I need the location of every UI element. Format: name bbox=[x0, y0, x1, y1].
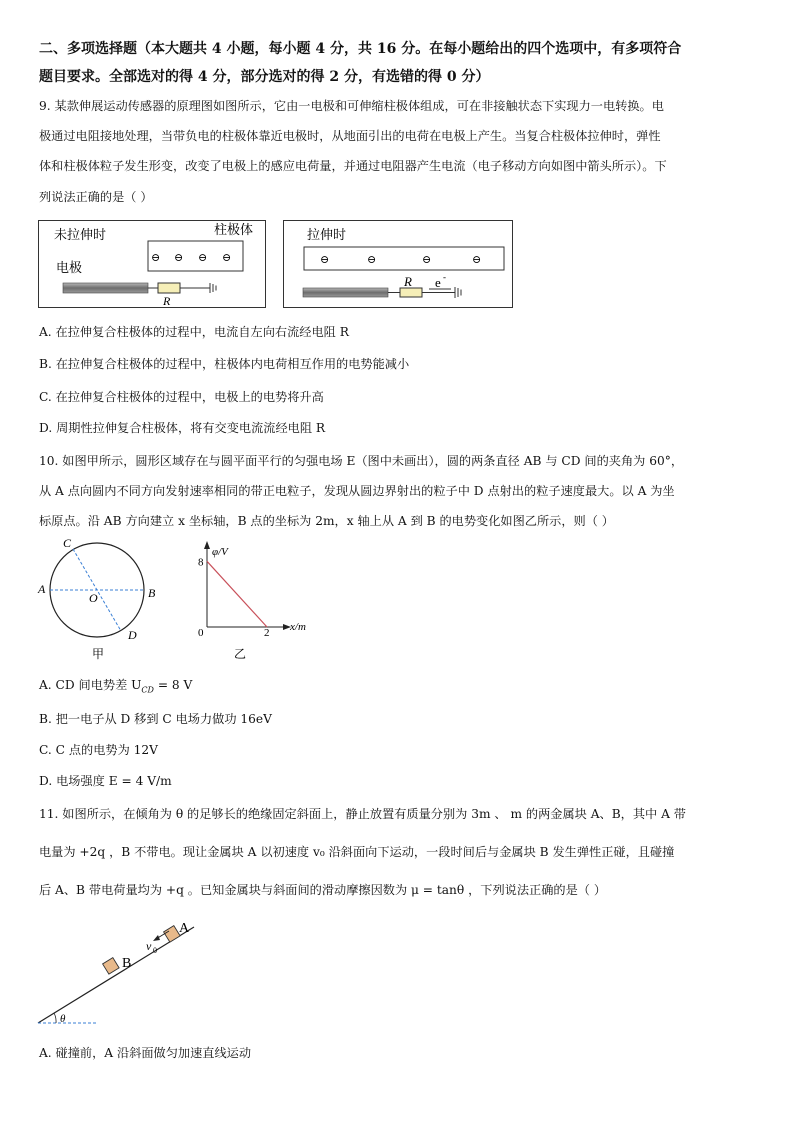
q11-text-line1: 11. 如图所示，在倾角为 θ 的足够长的绝缘固定斜面上，静止放置有质量分别为 3m 、 m 的两金属块 A、B，其中 A 带 bbox=[39, 807, 686, 821]
q11-option-a: A. 碰撞前，A 沿斜面做匀加速直线运动 bbox=[39, 1046, 252, 1060]
point-a-label: A bbox=[38, 582, 46, 596]
origin-label: 0 bbox=[198, 627, 204, 639]
electrode-bar bbox=[63, 283, 148, 293]
fig-left-electrode-label: 电极 bbox=[56, 260, 83, 275]
charge-r2: ⊖ bbox=[367, 254, 377, 266]
electrode-bar-right bbox=[303, 288, 388, 297]
charge-3: ⊖ bbox=[198, 252, 208, 264]
fig-right-resistor-label: R bbox=[404, 274, 412, 289]
q9-text-line2: 极通过电阻接地处理，当带负电的柱极体靠近电极时，从地面引出的电荷在电极上产生。当复合柱极体拉伸时，弹性 bbox=[39, 129, 661, 143]
q10-figure-graph bbox=[192, 535, 322, 663]
q9-text-line3: 体和柱极体粒子发生形变，改变了电极上的感应电荷量，并通过电阻器产生电流（电子移动方向如图中箭头所示）。下 bbox=[39, 159, 667, 173]
q11-figure-incline bbox=[34, 910, 204, 1030]
q9-option-b: B. 在拉伸复合柱极体的过程中，柱极体内电荷相互作用的电势能减小 bbox=[39, 357, 410, 371]
y-axis-arrow bbox=[204, 541, 210, 549]
q9-figure-unstretched bbox=[38, 220, 266, 308]
q9-option-d: D. 周期性拉伸复合柱极体，将有交变电流流经电阻 R bbox=[39, 421, 326, 435]
point-b-label: B bbox=[148, 586, 156, 600]
block-b-label: B bbox=[122, 956, 132, 971]
section-heading-line1: 二、多项选择题（本大题共 4 小题，每小题 4 分，共 16 分。在每小题给出的四个选项中，有多项符合 bbox=[39, 41, 682, 57]
block-b bbox=[103, 958, 120, 975]
q10-figure-circle bbox=[34, 535, 174, 663]
fig-left-body-label: 柱极体 bbox=[214, 222, 254, 237]
fig-left-resistor-label: R bbox=[163, 294, 171, 308]
q10-option-a-tail: = 8 V bbox=[153, 678, 193, 692]
q9-text-line1: 9. 某款伸展运动传感器的原理图如图所示，它由一电极和可伸缩柱极体组成，可在非接触状态下实现力一电转换。电 bbox=[39, 99, 664, 113]
fig-left-title: 未拉伸时 bbox=[54, 227, 107, 242]
q9-text-line4: 列说法正确的是（ ） bbox=[39, 190, 153, 204]
section-heading-line2: 题目要求。全部选对的得 4 分，部分选对的得 2 分，有选错的得 0 分） bbox=[39, 69, 490, 85]
charge-r4: ⊖ bbox=[472, 254, 482, 266]
charge-1: ⊖ bbox=[151, 252, 161, 264]
q11-text-line3: 后 A、B 带电荷量均为 +q 。已知金属块与斜面间的滑动摩擦因数为 μ = tanθ ，下列说法正确的是（ ） bbox=[39, 883, 607, 897]
point-c-label: C bbox=[63, 536, 72, 550]
charge-2: ⊖ bbox=[174, 252, 184, 264]
point-o-label: O bbox=[89, 591, 98, 605]
q9-option-c: C. 在拉伸复合柱极体的过程中，电极上的电势将升高 bbox=[39, 390, 324, 404]
block-a-label: A bbox=[179, 921, 190, 936]
q10-option-c: C. C 点的电势为 12V bbox=[39, 743, 158, 757]
q10-option-a-sub: CD bbox=[141, 685, 154, 695]
q10-option-a-text: A. CD 间电势差 U bbox=[39, 678, 142, 692]
q9-option-a: A. 在拉伸复合柱极体的过程中，电流自左向右流经电阻 R bbox=[39, 325, 349, 339]
q10-option-a bbox=[39, 676, 192, 694]
q9-figure-stretched bbox=[283, 220, 513, 308]
resistor bbox=[158, 283, 180, 293]
q10-text-line3: 标原点。沿 AB 方向建立 x 坐标轴，B 点的坐标为 2m，x 轴上从 A 到 B 的电势变化如图乙所示，则（ ） bbox=[39, 514, 614, 528]
q10-option-b: B. 把一电子从 D 移到 C 电场力做功 16eV bbox=[39, 712, 272, 726]
theta-label: θ bbox=[60, 1013, 66, 1025]
q10-text-line1: 10. 如图甲所示，圆形区域存在与圆平面平行的匀强电场 E（图中未画出），圆的两条直径 AB 与 CD 间的夹角为 60°， bbox=[39, 454, 684, 468]
q10-text-line2: 从 A 点向圆内不同方向发射速率相同的带正电粒子，发现从圆边界射出的粒子中 D 点射出的粒子速度最大。以 A 为坐 bbox=[39, 484, 675, 498]
potential-line bbox=[207, 561, 267, 627]
x-axis-label: x/m bbox=[290, 621, 306, 633]
charge-r3: ⊖ bbox=[422, 254, 432, 266]
fig-graph-caption: 乙 bbox=[234, 647, 247, 661]
v0-label: v bbox=[146, 939, 152, 953]
charge-4: ⊖ bbox=[222, 252, 232, 264]
fig-right-electron-label: e bbox=[435, 275, 441, 290]
x-tick-label: 2 bbox=[264, 627, 270, 639]
fig-right-electron-sup: - bbox=[443, 272, 446, 282]
v0-sub: 0 bbox=[153, 946, 157, 955]
q11-text-line2: 电量为 +2q ，B 不带电。现让金属块 A 以初速度 v₀ 沿斜面向下运动，一段时间后与金属块 B 发生弹性正碰，且碰撞 bbox=[39, 845, 675, 859]
resistor-right bbox=[400, 288, 422, 297]
point-d-label: D bbox=[128, 628, 137, 642]
q10-option-d: D. 电场强度 E = 4 V/m bbox=[39, 774, 172, 788]
y-tick-label: 8 bbox=[198, 556, 204, 569]
fig-circle-caption: 甲 bbox=[92, 647, 105, 661]
block-a bbox=[164, 926, 181, 943]
fig-right-title: 拉伸时 bbox=[307, 227, 347, 242]
charge-r1: ⊖ bbox=[320, 254, 330, 266]
y-axis-label: φ/V bbox=[212, 546, 228, 558]
